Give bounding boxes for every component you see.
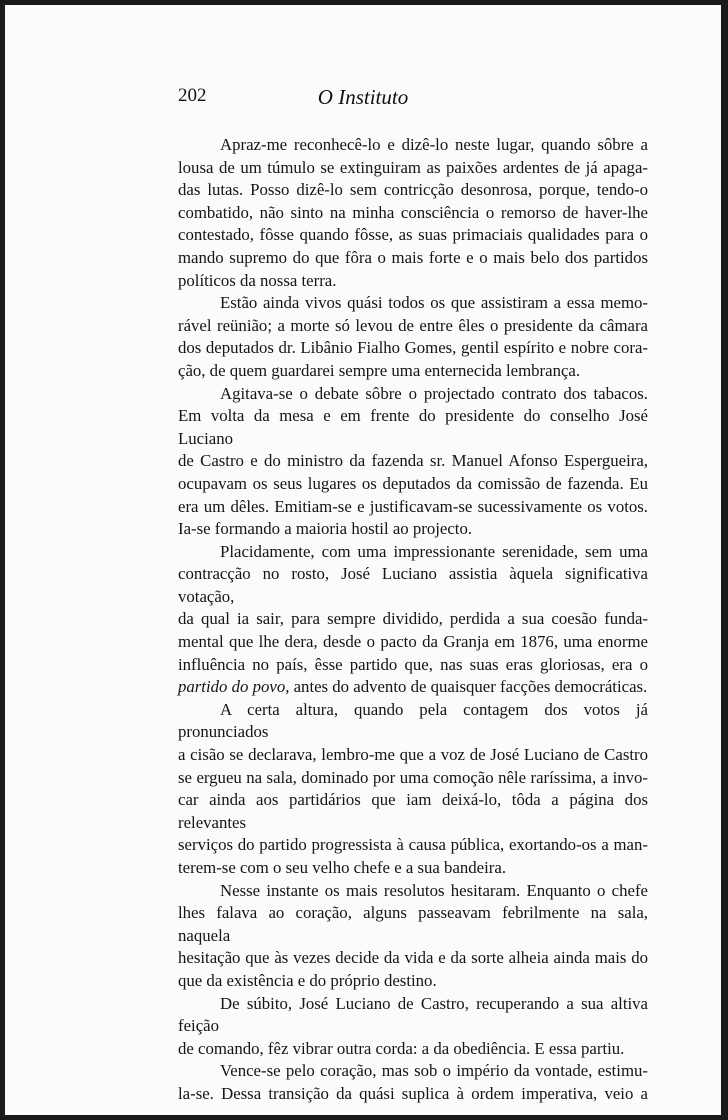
text-line: influência no país, êsse partido que, nas suas eras gloriosas, era o bbox=[178, 654, 648, 674]
text-line: lousa de um túmulo se extinguiram as paixões ardentes de já apaga- bbox=[178, 157, 648, 177]
text-line bbox=[178, 676, 648, 699]
text-line: car ainda aos partidários que iam deixá-lo, tôda a página dos relevantes bbox=[178, 790, 648, 832]
text-line: A certa altura, quando pela contagem dos votos já pronunciados bbox=[178, 699, 648, 742]
paragraph-3 bbox=[178, 383, 648, 541]
text-line: da qual ia sair, para sempre dividido, perdida a sua coesão funda- bbox=[178, 609, 648, 629]
text-line: a cisão se declarava, lembro-me que a voz de José Luciano de Castro bbox=[178, 745, 648, 765]
text-line: De súbito, José Luciano de Castro, recuperando a sua altiva feição bbox=[178, 993, 648, 1036]
running-title: O Instituto bbox=[317, 85, 409, 109]
text-line: Nesse instante os mais resolutos hesitaram. Enquanto o chefe bbox=[220, 880, 648, 900]
text-line: Agitava-se o debate sôbre o projectado contrato dos tabacos. bbox=[220, 383, 648, 403]
book-page bbox=[5, 5, 721, 1115]
text-fragment: antes do advento de quaisquer facções democráticas. bbox=[289, 677, 648, 697]
text-line: dos deputados dr. Libânio Fialho Gomes, gentil espírito e nobre cora- bbox=[178, 338, 648, 358]
paragraph-5 bbox=[178, 699, 648, 880]
text-line: terem-se com o seu velho chefe e a sua bandeira. bbox=[178, 858, 507, 877]
text-line: Estão ainda vivos quási todos os que assistiram a essa memo- bbox=[220, 293, 648, 313]
paragraph-7 bbox=[178, 993, 648, 1061]
text-line: mando supremo do que fôra o mais forte e o mais belo dos partidos bbox=[178, 247, 648, 267]
text-line: das lutas. Posso dizê-lo sem contricção desonrosa, porque, tendo-o bbox=[178, 180, 648, 200]
paragraph-2 bbox=[178, 292, 648, 382]
text-line: hesitação que às vezes decide da vida e da sorte alheia ainda mais do bbox=[178, 948, 648, 968]
text-line: rável reünião; a morte só levou de entre êles o presidente da câmara bbox=[178, 315, 648, 335]
text-line: Placidamente, com uma impressionante serenidade, sem uma bbox=[220, 541, 648, 561]
italic-phrase: partido do povo, bbox=[178, 677, 290, 697]
text-line: combatido, não sinto na minha consciência o remorso de haver-lhe bbox=[178, 202, 648, 222]
text-line: la-se. Dessa transição da quási suplica à ordem imperativa, veio a bbox=[178, 1083, 648, 1103]
text-line: serviços do partido progressista à causa pública, exortando-os a man- bbox=[178, 835, 648, 855]
text-line: lhes falava ao coração, alguns passeavam febrilmente na sala, naquela bbox=[178, 903, 648, 945]
text-line: políticos da nossa terra. bbox=[178, 270, 337, 290]
paragraph-6 bbox=[178, 880, 648, 993]
text-line: de Castro e do ministro da fazenda sr. Manuel Afonso Espergueira, bbox=[178, 451, 648, 471]
text-line: de comando, fêz vibrar outra corda: a da obediência. E essa partiu. bbox=[178, 1038, 625, 1058]
text-line: ocupavam os seus lugares os deputados da comissão de fazenda. Eu bbox=[178, 473, 648, 493]
text-line: Apraz-me reconhecê-lo e dizê-lo neste lugar, quando sôbre a bbox=[220, 135, 648, 154]
text-line: Ia-se formando a maioria hostil ao projecto. bbox=[178, 519, 473, 539]
text-line: que da existência e do próprio destino. bbox=[178, 970, 437, 990]
text-line: era um dêles. Emitiam-se e justificavam-se sucessivamente os votos. bbox=[178, 496, 648, 516]
page-header bbox=[5, 85, 721, 109]
text-line: mental que lhe dera, desde o pacto da Granja em 1876, uma enorme bbox=[178, 632, 648, 652]
paragraph-4 bbox=[178, 541, 648, 699]
paragraph-8 bbox=[178, 1060, 648, 1105]
body-text bbox=[178, 134, 648, 1106]
text-line: contestado, fôsse quando fôsse, as suas primaciais qualidades para o bbox=[178, 225, 648, 245]
paragraph-1 bbox=[178, 134, 648, 292]
page-number: 202 bbox=[178, 85, 207, 106]
text-line: se ergueu na sala, dominado por uma comoção nêle raríssima, a invo- bbox=[178, 767, 648, 787]
text-line: contracção no rosto, José Luciano assistia àquela significativa votação, bbox=[178, 564, 648, 606]
text-line: ção, de quem guardarei sempre uma enternecida lembrança. bbox=[178, 360, 581, 380]
text-line: Vence-se pelo coração, mas sob o império da vontade, estimu- bbox=[220, 1061, 648, 1081]
text-line: Em volta da mesa e em frente do presidente do conselho José Luciano bbox=[178, 406, 648, 448]
